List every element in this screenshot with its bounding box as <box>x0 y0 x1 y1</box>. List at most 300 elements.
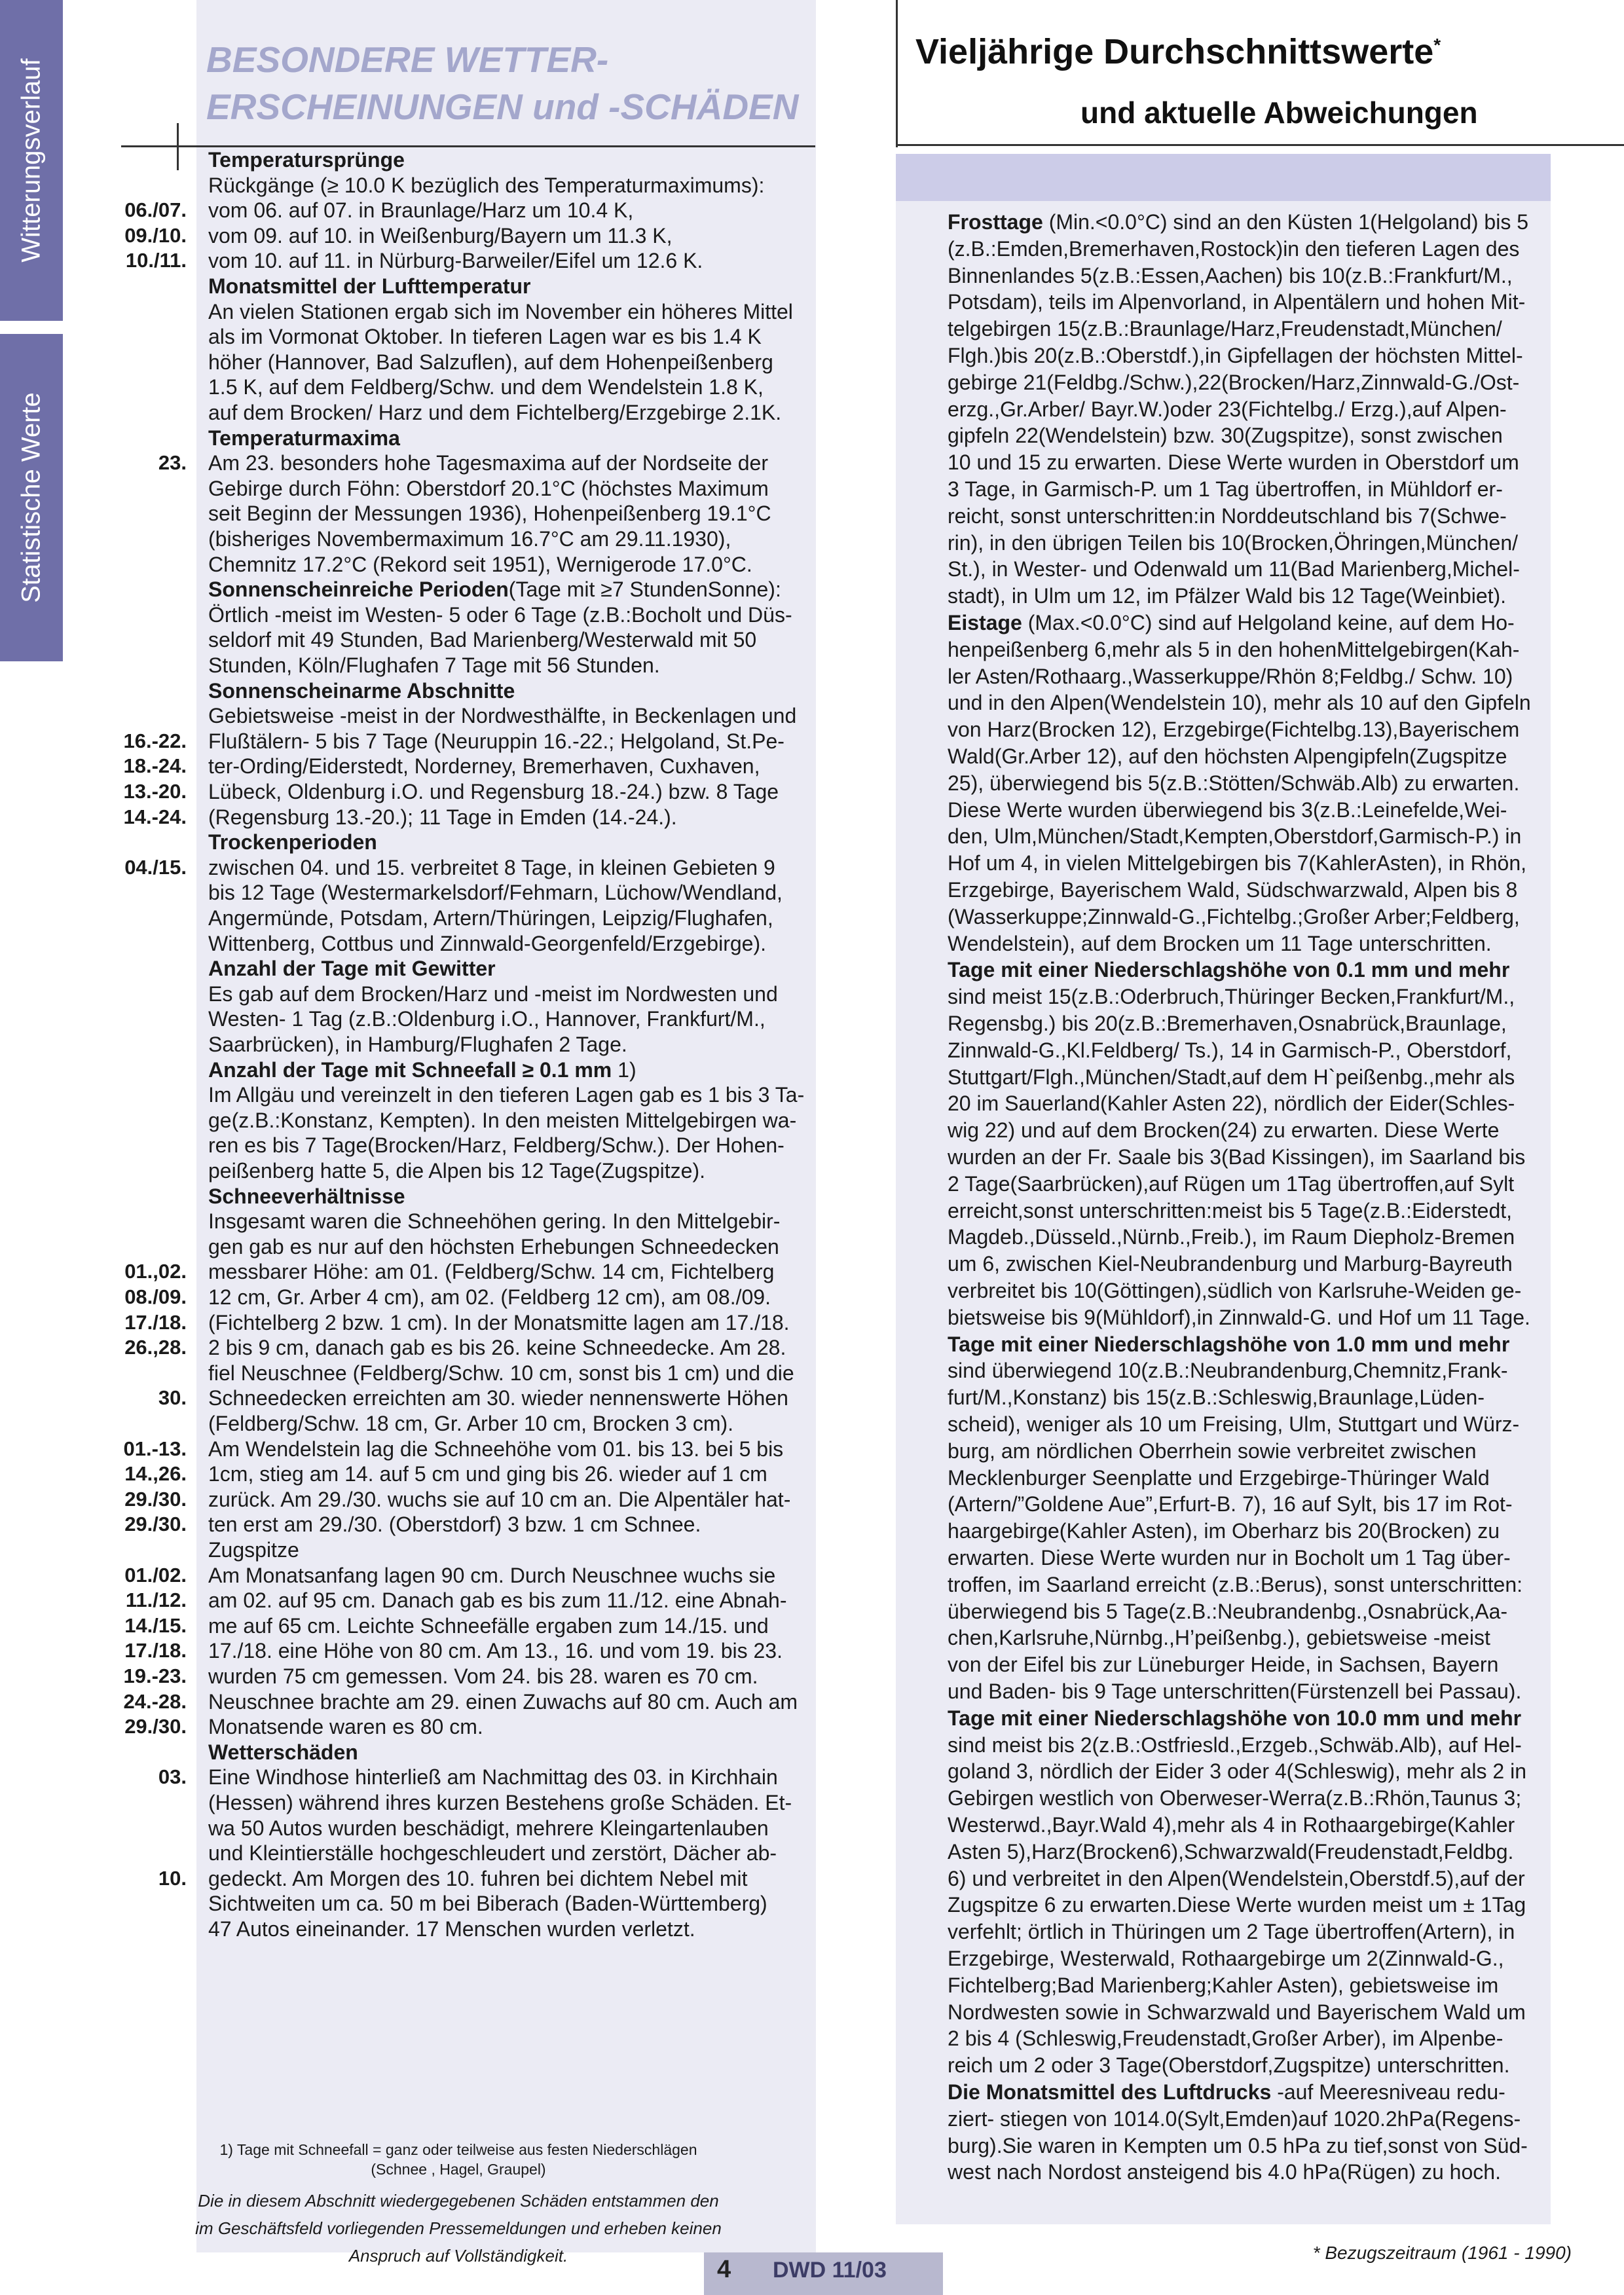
title-line-2: ERSCHEINUNGEN und -SCHÄDEN <box>206 86 799 127</box>
line-text: Wittenberg, Cottbus und Zinnwald-Georgenfeld/Erzgebirge). <box>208 931 766 955</box>
line-text: 3 Tage, in Garmisch-P. um 1 Tag übertroffen, in Mühldorf er- <box>948 477 1503 501</box>
line-text: (bisheriges Novembermaximum 16.7°C am 29.11.1930), <box>208 527 731 551</box>
line-text: Monatsende waren es 80 cm. <box>208 1715 483 1739</box>
line-text: (Regensburg 13.-20.); 11 Tage in Emden (14.-24.). <box>208 805 677 829</box>
text-line <box>948 235 1543 263</box>
text-line <box>948 1090 1543 1117</box>
line-text: zwischen 04. und 15. verbreitet 8 Tage, in kleinen Gebieten 9 <box>208 855 775 879</box>
text-line <box>948 1250 1543 1277</box>
line-text: wurden 75 cm gemessen. Vom 24. bis 28. waren es 70 cm. <box>208 1664 758 1688</box>
text-line <box>948 2105 1543 2133</box>
footnote-line: 1) Tage mit Schneefall = ganz oder teilweise aus festen Niederschlägen <box>219 2141 697 2158</box>
text-line <box>208 1109 811 1133</box>
text-line <box>208 224 811 248</box>
text-line <box>948 1170 1543 1198</box>
line-text: 12 cm, Gr. Arber 4 cm), am 02. (Feldberg 12 cm), am 08./09. <box>208 1285 771 1309</box>
line-text: den, Ulm,München/Stadt,Kempten,Oberstdorf,Garmisch-P.) in <box>948 824 1522 849</box>
line-text: wurden an der Fr. Saale bis 3(Bad Kissingen), im Saarland bis <box>948 1145 1526 1169</box>
text-line <box>948 475 1543 503</box>
paragraph-heading: Frosttage <box>948 210 1043 234</box>
date-label: 01./02. <box>124 1563 187 1587</box>
paragraph-start <box>948 2078 1543 2106</box>
line-text: Westen- 1 Tag (z.B.:Oldenburg i.O., Hannover, Frankfurt/M., <box>208 1007 766 1031</box>
line-text: bietsweise bis 9(Mühldorf),in Zinnwald-G. und Hof um 11 Tage. <box>948 1305 1530 1329</box>
line-text: 2 bis 4 (Schleswig,Freudenstadt,Großer Arber), im Alpenbe- <box>948 2027 1504 2051</box>
date-label: 17./18. <box>124 1639 187 1662</box>
text-line <box>208 906 811 930</box>
text-line <box>208 653 811 678</box>
line-text: telgebirgen 15(z.B.:Braunlage/Harz,Freudenstadt,München/ <box>948 317 1502 341</box>
line-text: 2 bis 9 cm, danach gab es bis 26. keine Schneedecke. Am 28. <box>208 1336 786 1360</box>
heading-text: Wetterschäden <box>208 1740 358 1764</box>
line-text: troffen, im Saarland erreicht (z.B.:Berus), sonst unterschritten: <box>948 1572 1522 1596</box>
text-line <box>208 1892 811 1916</box>
paragraph-start <box>948 609 1543 636</box>
reference-period-note: * Bezugszeitraum (1961 - 1990) <box>1312 2243 1572 2263</box>
line-text: 10 und 15 zu erwarten. Diese Werte wurden in Oberstdorf um <box>948 450 1519 475</box>
text-line <box>208 553 811 577</box>
line-text: gipfeln 22(Wendelstein) bzw. 30(Zugspitze), sonst zwischen <box>948 424 1503 448</box>
text-line <box>948 342 1543 369</box>
line-text: Saarbrücken), in Hamburg/Flughafen 2 Tage. <box>208 1033 627 1056</box>
date-label: 01.,02. <box>124 1260 187 1283</box>
text-line <box>208 1588 811 1613</box>
reference-mark: * <box>1433 35 1441 55</box>
text-line <box>208 603 811 627</box>
text-line <box>208 502 811 526</box>
text-line <box>948 1143 1543 1171</box>
text-line <box>208 1462 811 1486</box>
line-text: 25), überwiegend bis 5(z.B.:Stötten/Schwäb.Alb) zu erwarten. <box>948 771 1520 795</box>
line-text: bis 12 Tage (Westermarkelsdorf/Fehmarn, Lüchow/Wendland, <box>208 881 783 905</box>
line-text: vom 09. auf 10. in Weißenburg/Bayern um 11.3 K, <box>208 223 673 248</box>
date-label: 30. <box>158 1386 187 1410</box>
date-label: 16.-22. <box>123 729 187 752</box>
right-rule <box>896 144 1624 146</box>
disclaimer-line: Die in diesem Abschnitt wiedergegebenen Schäden entstammen den <box>198 2191 719 2211</box>
line-text: (Min.<0.0°C) sind an den Küsten 1(Helgoland) bis 5 <box>1043 210 1528 234</box>
line-text: Am 23. besonders hohe Tagesmaxima auf der Nordseite der <box>208 451 768 475</box>
paragraph-heading: Eistage <box>948 611 1022 634</box>
issue-label: DWD 11/03 <box>773 2258 887 2283</box>
text-line <box>948 876 1543 904</box>
line-text: rin), in den übrigen Teilen bis 10(Brocken,Öhringen,München/ <box>948 530 1519 555</box>
text-line <box>208 1437 811 1461</box>
title-tick <box>177 123 179 170</box>
line-text: St.), in Wester- und Odenwald um 11(Bad Marienberg,Michel- <box>948 557 1520 581</box>
line-text: 1.5 K, auf dem Feldberg/Schw. und dem Wendelstein 1.8 K, <box>208 375 764 399</box>
text-line <box>948 1891 1543 1919</box>
text-line <box>948 1437 1543 1465</box>
text-line <box>948 1357 1543 1384</box>
paragraph-heading: Tage mit einer Niederschlagshöhe von 10.0 mm und mehr <box>948 1706 1522 1730</box>
line-text: auf dem Brocken/ Harz und dem Fichtelberg/Erzgebirge 2.1K. <box>208 401 782 424</box>
text-line <box>208 1133 811 1158</box>
paragraph-start <box>948 1704 1543 1732</box>
line-text: An vielen Stationen ergab sich im November ein höheres Mittel <box>208 299 793 323</box>
text-line <box>208 1791 811 1815</box>
text-line <box>948 288 1543 316</box>
line-text: 17./18. eine Höhe von 80 cm. Am 13., 16. und vom 19. bis 23. <box>208 1639 783 1663</box>
text-line <box>948 1651 1543 1678</box>
text-line <box>208 1564 811 1588</box>
text-line <box>948 315 1543 342</box>
date-label: 26.,28. <box>124 1336 187 1359</box>
text-line <box>208 1083 811 1107</box>
text-line <box>948 716 1543 743</box>
text-line <box>948 395 1543 423</box>
left-margin <box>63 0 196 2252</box>
line-text: vom 06. auf 07. in Braunlage/Harz um 10.4 K, <box>208 198 634 223</box>
text-line <box>208 174 811 198</box>
line-text: 2 Tage(Saarbrücken),auf Rügen um 1Tag übertroffen,auf Sylt <box>948 1171 1515 1196</box>
text-line <box>208 1639 811 1663</box>
text-line <box>948 1945 1543 1972</box>
text-line <box>948 1277 1543 1304</box>
text-line <box>948 1116 1543 1144</box>
line-text: und Kleintierställe hochgeschleudert und zerstört, Dächer ab- <box>208 1841 777 1865</box>
line-text: sind meist bis 2(z.B.:Ostfriesld.,Erzgeb.,Schwäb.Alb), auf Hel- <box>948 1733 1522 1757</box>
line-text: (z.B.:Emden,Bremerhaven,Rostock)in den tieferen Lagen des <box>948 236 1520 261</box>
line-text: am 02. auf 95 cm. Danach gab es bis zum 11./12. eine Abnah- <box>208 1588 787 1613</box>
line-text: Rückgänge (≥ 10.0 K bezüglich des Temperaturmaximums): <box>208 173 765 197</box>
section-title <box>206 36 809 130</box>
text-line <box>208 881 811 905</box>
text-line <box>948 2051 1543 2079</box>
text-line <box>208 628 811 652</box>
text-line <box>208 1033 811 1057</box>
line-text: Mecklenburger Seenplatte und Erzgebirge-Thüringer Wald <box>948 1465 1490 1490</box>
heading-text: Sonnenscheinreiche Perioden <box>208 578 509 602</box>
text-line <box>948 849 1543 877</box>
text-line <box>208 1538 811 1562</box>
right-title <box>915 31 1441 72</box>
line-text: 1cm, stieg am 14. auf 5 cm und ging bis 26. wieder auf 1 cm <box>208 1462 767 1486</box>
paragraph-heading: Tage mit einer Niederschlagshöhe von 1.0 mm und mehr <box>948 1332 1510 1356</box>
line-text: Regensbg.) bis 20(z.B.:Bremerhaven,Osnabrück,Braunlage, <box>948 1012 1507 1035</box>
line-text: Wald(Gr.Arber 12), auf den höchsten Alpengipfeln(Zugspitze <box>948 744 1507 768</box>
line-text: (Feldberg/Schw. 18 cm, Gr. Arber 10 cm, Brocken 3 cm). <box>208 1412 734 1435</box>
text-line <box>208 1690 811 1714</box>
text-line <box>208 704 811 728</box>
text-line <box>208 1765 811 1790</box>
text-line <box>948 1598 1543 1625</box>
disclaimer-line: Anspruch auf Vollständigkeit. <box>348 2246 568 2266</box>
text-line <box>208 1260 811 1284</box>
text-line <box>948 1865 1543 1892</box>
line-text: gebirge 21(Feldbg./Schw.),22(Brocken/Harz,Zinnwald-G./Ost- <box>948 370 1520 394</box>
line-text: (Fichtelberg 2 bzw. 1 cm). In der Monatsmitte lagen am 17./18. <box>208 1310 790 1334</box>
text-line <box>208 527 811 551</box>
text-line <box>208 1285 811 1310</box>
line-text: (Artern/”Goldene Aue”,Erfurt-B. 7), 16 auf Sylt, bis 17 im Rot- <box>948 1492 1513 1516</box>
text-line <box>948 1624 1543 1651</box>
text-line <box>208 1841 811 1865</box>
date-label: 14.,26. <box>124 1462 187 1486</box>
text-line <box>948 2025 1543 2052</box>
heading-text: Temperatursprünge <box>208 148 405 172</box>
line-text: Flußtälern- 5 bis 7 Tage (Neuruppin 16.-22.; Helgoland, St.Pe- <box>208 729 784 753</box>
line-text: höher (Hannover, Bad Salzuflen), auf dem Hohenpeißenberg <box>208 350 773 374</box>
date-label: 04./15. <box>124 855 187 879</box>
line-text: sind meist 15(z.B.:Oderbruch,Thüringer Becken,Frankfurt/M., <box>948 985 1515 1009</box>
line-text: Diese Werte wurden überwiegend bis 3(z.B.:Leinefelde,Wei- <box>948 798 1507 822</box>
line-text: von der Eifel bis zur Lüneburger Heide, in Sachsen, Bayern <box>948 1653 1499 1677</box>
text-line <box>208 1412 811 1436</box>
tab-witterungsverlauf[interactable] <box>0 0 63 321</box>
page-number: 4 <box>717 2256 731 2283</box>
heading-text: Trockenperioden <box>208 830 377 854</box>
text-line <box>208 1816 811 1841</box>
text-line <box>948 1464 1543 1492</box>
text-line <box>208 1235 811 1259</box>
text-line <box>948 1571 1543 1598</box>
text-line <box>948 1972 1543 1999</box>
text-line <box>948 1838 1543 1865</box>
text-line <box>208 350 811 375</box>
text-line <box>208 198 811 223</box>
text-line <box>948 1998 1543 2026</box>
text-line <box>948 422 1543 449</box>
text-line <box>208 300 811 324</box>
line-text: Sichtweiten um ca. 50 m bei Biberach (Baden-Württemberg) <box>208 1892 767 1916</box>
title-rule <box>121 145 815 147</box>
section-heading <box>208 1058 811 1082</box>
line-text: als im Vormonat Oktober. In tieferen Lagen war es bis 1.4 K <box>208 325 762 349</box>
line-text: verbreitet bis 10(Göttingen),südlich von Karlsruhe-Weiden ge- <box>948 1279 1522 1302</box>
line-text: ter-Ording/Eiderstedt, Norderney, Bremerhaven, Cuxhaven, <box>208 754 760 779</box>
text-line <box>948 1784 1543 1812</box>
line-text: Eine Windhose hinterließ am Nachmittag des 03. in Kirchhain <box>208 1765 778 1790</box>
text-line <box>208 1867 811 1891</box>
tab-label: Statistische Werte <box>16 392 46 603</box>
line-text: peißenberg hatte 5, die Alpen bis 12 Tage(Zugspitze). <box>208 1159 706 1183</box>
text-line <box>948 1757 1543 1785</box>
line-text: chen,Karlsruhe,Nürnbg.,H’peißenbg.), gebietsweise -meist <box>948 1626 1490 1650</box>
line-text: 20 im Sauerland(Kahler Asten 22), nördlich der Eider(Schles- <box>948 1092 1515 1116</box>
text-line <box>948 1731 1543 1759</box>
line-text: seldorf mit 49 Stunden, Bad Marienberg/Westerwald mit 50 <box>208 628 757 652</box>
text-line <box>948 1304 1543 1331</box>
text-line <box>948 502 1543 530</box>
section-heading <box>208 1740 811 1765</box>
line-text: Lübeck, Oldenburg i.O. und Regensburg 18.-24.) bzw. 8 Tage <box>208 780 779 803</box>
line-text: Zugspitze <box>208 1538 299 1562</box>
date-label: 10. <box>158 1866 187 1890</box>
heading-text: Monatsmittel der Lufttemperatur <box>208 274 531 298</box>
date-label: 08./09. <box>124 1285 187 1308</box>
line-text: seit Beginn der Messungen 1936), Hohenpeißenberg 19.1°C <box>208 502 771 526</box>
text-line <box>208 1311 811 1335</box>
line-text: Neuschnee brachte am 29. einen Zuwachs auf 80 cm. Auch am <box>208 1689 798 1714</box>
text-line <box>948 2132 1543 2159</box>
section-heading <box>208 1184 811 1209</box>
heading-suffix: 1) <box>612 1057 637 1082</box>
text-line <box>948 1223 1543 1251</box>
section-heading <box>208 679 811 703</box>
line-text: (Hessen) während ihres kurzen Bestehens große Schäden. Et- <box>208 1791 792 1814</box>
text-line <box>208 1488 811 1512</box>
text-line <box>948 262 1543 289</box>
text-line <box>948 903 1543 930</box>
text-line <box>948 555 1543 583</box>
date-label: 29./30. <box>124 1715 187 1738</box>
line-text: Am Monatsanfang lagen 90 cm. Durch Neuschnee wuchs sie <box>208 1563 776 1587</box>
line-text: Örtlich -meist im Westen- 5 oder 6 Tage (z.B.:Bocholt und Düs- <box>208 602 792 627</box>
line-text: scheid), weniger als 10 um Freising, Ulm, Stuttgart und Würz- <box>948 1412 1520 1436</box>
date-label: 10./11. <box>125 249 187 272</box>
footnote-line: (Schnee , Hagel, Graupel) <box>371 2161 546 2178</box>
line-text: ren es bis 7 Tage(Brocken/Harz, Feldberg/Schw.). Der Hohen- <box>208 1133 784 1158</box>
line-text: ten erst am 29./30. (Oberstdorf) 3 bzw. 1 cm Schnee. <box>208 1513 701 1537</box>
line-text: und in den Alpen(Wendelstein 10), mehr als 10 auf den Gipfeln <box>948 691 1531 715</box>
date-label: 18.-24. <box>123 754 187 778</box>
text-line <box>208 729 811 754</box>
line-text: goland 3, nördlich der Eider 3 oder 4(Schleswig), mehr als 2 in <box>948 1759 1527 1784</box>
section-heading <box>208 957 811 981</box>
line-text: Asten 5),Harz(Brocken6),Schwarzwald(Freudenstadt,Feldbg. <box>948 1839 1514 1864</box>
paragraph-start <box>948 208 1543 236</box>
text-line <box>948 1544 1543 1571</box>
line-text: von Harz(Brocken 12), Erzgebirge(Fichtelbg.13),Bayerischem <box>948 718 1520 742</box>
text-line <box>948 1384 1543 1411</box>
line-text: wig 22) und auf dem Brocken(24) zu erwarten. Diese Werte <box>948 1118 1500 1143</box>
tab-statistische-werte[interactable] <box>0 334 63 661</box>
text-line <box>948 796 1543 824</box>
text-line <box>948 1037 1543 1064</box>
text-line <box>948 582 1543 610</box>
text-line <box>948 369 1543 396</box>
text-line <box>208 249 811 273</box>
line-text: me auf 65 cm. Leichte Schneefälle ergaben zum 14./15. und <box>208 1613 769 1638</box>
text-line <box>948 1010 1543 1037</box>
paragraph-heading: Tage mit einer Niederschlagshöhe von 0.1 mm und mehr <box>948 958 1510 982</box>
line-text: 6) und verbreitet in den Alpen(Wendelstein,Oberstdf.5),auf der <box>948 1866 1525 1890</box>
right-title-text: Vieljährige Durchschnittswerte <box>915 32 1434 71</box>
line-text: burg).Sie waren in Kempten um 0.5 hPa zu tief,sonst von Süd- <box>948 2133 1528 2157</box>
line-text: Am Wendelstein lag die Schneehöhe vom 01. bis 13. bei 5 bis <box>208 1437 784 1461</box>
text-line <box>208 754 811 779</box>
date-label: 14.-24. <box>123 805 187 828</box>
sidebar <box>0 0 63 2295</box>
line-text: Angermünde, Potsdam, Artern/Thüringen, Leipzig/Flughafen, <box>208 906 773 930</box>
footnote <box>131 2140 786 2179</box>
date-label: 29./30. <box>124 1513 187 1536</box>
text-line <box>208 1007 811 1031</box>
line-text: verfehlt; örtlich in Thüringen um 2 Tage übertroffen(Artern), in <box>948 1920 1515 1944</box>
text-line <box>948 663 1543 690</box>
text-line <box>208 856 811 880</box>
line-text: gedeckt. Am Morgen des 10. fuhren bei dichtem Nebel mit <box>208 1866 748 1890</box>
line-text: fiel Neuschnee (Feldberg/Schw. 10 cm, sonst bis 1 cm) und die <box>208 1361 794 1385</box>
text-line <box>948 743 1543 770</box>
section-heading <box>208 830 811 854</box>
line-text: (Wasserkuppe;Zinnwald-G.,Fichtelbg.;Großer Arber;Feldberg, <box>948 904 1520 928</box>
line-text: überwiegend bis 5 Tage(z.B.:Neubrandenbg.,Osnabrück,Aa- <box>948 1599 1508 1623</box>
line-text: Fichtelberg;Bad Marienberg;Kahler Asten), gebietsweise im <box>948 1973 1499 1997</box>
text-line <box>948 636 1543 663</box>
line-text: Stunden, Köln/Flughafen 7 Tage mit 56 Stunden. <box>208 653 660 677</box>
text-line <box>948 1490 1543 1518</box>
paragraph-start <box>948 1331 1543 1358</box>
text-line <box>948 930 1543 957</box>
line-text: reicht, sonst unterschritten:in Norddeutschland bis 7(Schwe- <box>948 504 1507 528</box>
line-text: Chemnitz 17.2°C (Rekord seit 1951), Wernigerode 17.0°C. <box>208 552 752 576</box>
line-text: west nach Nordost ansteigend bis 4.0 hPa(Rügen) zu hoch. <box>948 2160 1501 2184</box>
line-text: Gebietsweise -meist in der Nordwesthälfte, in Beckenlagen und <box>208 704 797 728</box>
title-line-1: BESONDERE WETTER- <box>206 39 609 80</box>
text-line <box>208 401 811 425</box>
line-text: Stuttgart/Flgh.,München/Stadt,auf dem H`peißenbg.,mehr als <box>948 1065 1515 1089</box>
line-text: haargebirge(Kahler Asten), im Oberharz bis 20(Brocken) zu <box>948 1519 1500 1543</box>
line-text: erzg.,Gr.Arber/ Bayr.W.)oder 23(Fichtelbg./ Erzg.),auf Alpen- <box>948 397 1507 421</box>
date-label: 01.-13. <box>123 1437 187 1460</box>
text-line <box>208 1715 811 1739</box>
line-text: reich um 2 oder 3 Tage(Oberstdorf,Zugspitze) unterschritten. <box>948 2053 1510 2078</box>
line-text: Erzgebirge, Bayerischem Wald, Südschwarzwald, Alpen bis 8 <box>948 878 1518 902</box>
text-line <box>208 1513 811 1537</box>
heading-text: Anzahl der Tage mit Schneefall ≥ 0.1 mm <box>208 1057 612 1082</box>
line-text: Magdeb.,Düsseld.,Nürnb.,Freib.), im Raum Diepholz-Bremen <box>948 1225 1515 1249</box>
line-text: stadt), in Ulm um 12, im Pfälzer Wald bis 12 Tage(Weinbiet). <box>948 584 1507 608</box>
heading-text: Anzahl der Tage mit Gewitter <box>208 957 496 981</box>
line-text: Zugspitze 6 zu erwarten.Diese Werte wurden meist um ± 1Tag <box>948 1893 1526 1917</box>
line-text: erreicht,sonst unterschritten:meist bis 5 Tage(z.B.:Eiderstedt, <box>948 1198 1513 1222</box>
date-label: 13.-20. <box>123 780 187 803</box>
text-line <box>948 1678 1543 1705</box>
text-line <box>948 2158 1543 2186</box>
text-line <box>208 1917 811 1941</box>
date-label: 23. <box>158 451 187 475</box>
heading-text: Sonnenscheinarme Abschnitte <box>208 678 515 703</box>
line-text: zurück. Am 29./30. wuchs sie auf 10 cm an. Die Alpentäler hat- <box>208 1487 791 1511</box>
line-text: ziert- stiegen von 1014.0(Sylt,Emden)auf 1020.2hPa(Regens- <box>948 2106 1521 2131</box>
date-label: 24.-28. <box>123 1689 187 1713</box>
line-text: sind überwiegend 10(z.B.:Neubrandenburg,Chemnitz,Frank- <box>948 1359 1508 1383</box>
text-line <box>208 1336 811 1360</box>
heading-text: Temperaturmaxima <box>208 426 400 450</box>
line-text: henpeißenberg 6,mehr als 5 in den hohenMittelgebirgen(Kah- <box>948 637 1520 661</box>
section-heading <box>208 274 811 299</box>
header-divider <box>896 0 898 147</box>
line-text: um 6, zwischen Kiel-Neubrandenburg und Marburg-Bayreuth <box>948 1252 1513 1276</box>
text-line <box>948 769 1543 797</box>
line-text: Flgh.)bis 20(z.B.:Oberstdf.),in Gipfellagen der höchsten Mittel- <box>948 344 1523 367</box>
line-text: und Baden- bis 9 Tage unterschritten(Fürstenzell bei Passau). <box>948 1680 1522 1703</box>
text-line <box>948 983 1543 1010</box>
paragraph-start <box>948 956 1543 983</box>
line-text: erwarten. Diese Werte wurden nur in Bocholt um 1 Tag über- <box>948 1546 1511 1570</box>
heading-suffix: (Tage mit ≥7 StundenSonne): <box>508 578 781 602</box>
text-line <box>948 529 1543 557</box>
text-line <box>208 1159 811 1183</box>
line-text: Hof um 4, in vielen Mittelgebirgen bis 7(KahlerAsten), in Rhön, <box>948 851 1526 875</box>
text-line <box>948 1517 1543 1545</box>
date-label: 03. <box>158 1765 187 1789</box>
line-text: Wendelstein), auf dem Brocken um 11 Tage unterschritten. <box>948 931 1492 955</box>
line-text: Zinnwald-G.,Kl.Feldberg/ Ts.), 14 in Garmisch-P., Oberstdorf, <box>948 1038 1512 1062</box>
tab-label: Witterungsverlauf <box>16 58 46 263</box>
paragraph-heading: Die Monatsmittel des Luftdrucks <box>948 2080 1272 2104</box>
line-text: Erzgebirge, Westerwald, Rothaargebirge um 2(Zinnwald-G., <box>948 1947 1504 1970</box>
line-text: 47 Autos eineinander. 17 Menschen wurden verletzt. <box>208 1917 695 1941</box>
text-line <box>208 1614 811 1638</box>
line-text: furt/M.,Konstanz) bis 15(z.B.:Schleswig,Braunlage,Lüden- <box>948 1386 1485 1410</box>
text-line <box>948 1197 1543 1224</box>
text-line <box>208 1664 811 1689</box>
line-text: ge(z.B.:Konstanz, Kempten). In den meisten Mittelgebirgen wa- <box>208 1108 797 1132</box>
text-line <box>208 780 811 804</box>
